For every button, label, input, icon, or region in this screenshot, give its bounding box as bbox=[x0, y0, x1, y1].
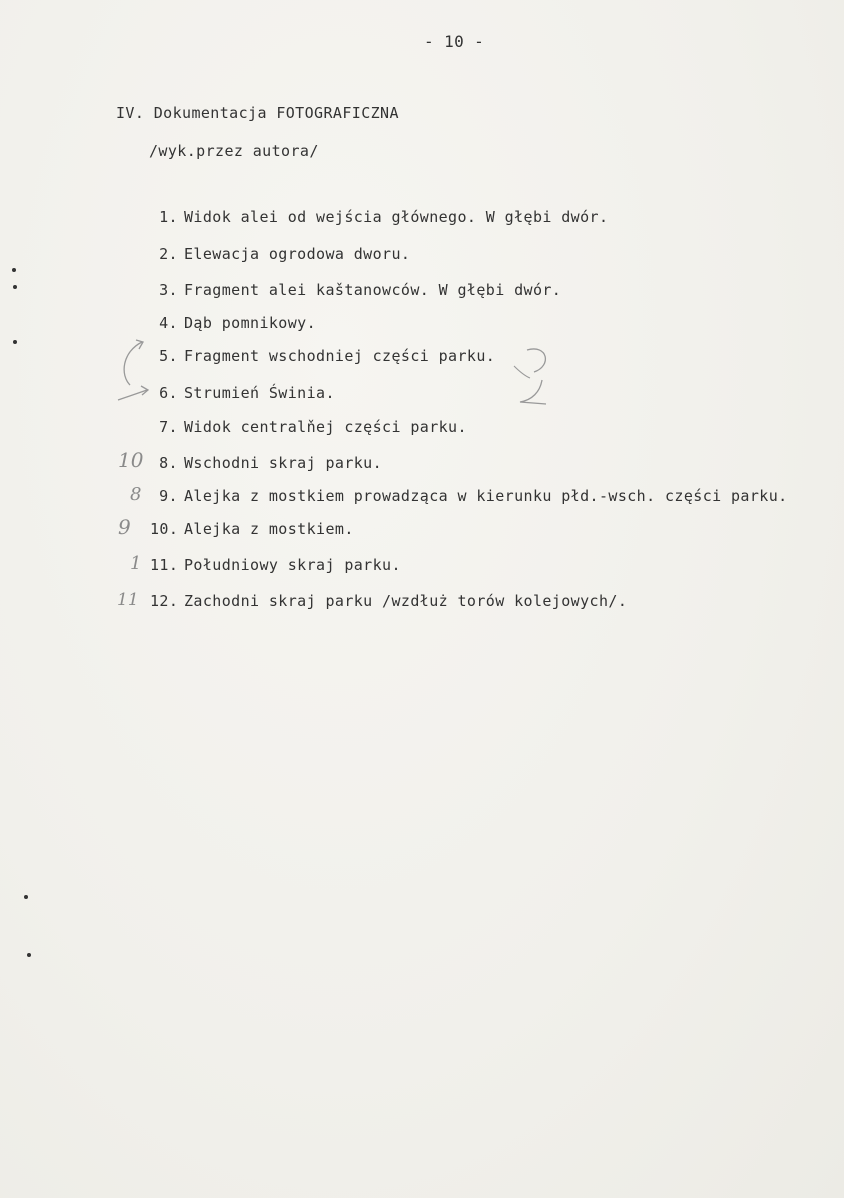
margin-note-item9: 8 bbox=[130, 484, 142, 505]
list-item-text: Elewacja ogrodowa dworu. bbox=[184, 245, 411, 263]
margin-note-item8: 10 bbox=[118, 448, 144, 472]
list-item-number: 3. bbox=[159, 281, 178, 299]
list-item-text: Zachodni skraj parku /wzdłuż torów kolejowych/. bbox=[184, 592, 628, 610]
section-subheading: /wyk.przez autora/ bbox=[149, 142, 319, 160]
list-item-text: Widok centralňej części parku. bbox=[184, 418, 467, 436]
page-speck bbox=[12, 268, 16, 272]
page-speck bbox=[13, 340, 17, 344]
list-item-number: 5. bbox=[159, 347, 178, 365]
list-item-text: Wschodni skraj parku. bbox=[184, 454, 383, 472]
page-speck bbox=[13, 285, 17, 289]
list-item-text: Fragment alei kaštanowców. W głębi dwór. bbox=[184, 281, 562, 299]
page-speck bbox=[27, 953, 31, 957]
list-item-number: 4. bbox=[159, 314, 178, 332]
list-item-text: Alejka z mostkiem prowadząca w kierunku płd.-wsch. części parku. bbox=[184, 487, 788, 505]
list-item-number: 8. bbox=[159, 454, 178, 472]
list-item-number: 1. bbox=[159, 208, 178, 226]
margin-note-item10: 9 bbox=[118, 515, 131, 539]
page-speck bbox=[24, 895, 28, 899]
list-item-number: 6. bbox=[159, 384, 178, 402]
list-item-text: Widok alei od wejścia głównego. W głębi dwór. bbox=[184, 208, 609, 226]
margin-note-item11: 1 bbox=[130, 553, 142, 574]
list-item-number: 2. bbox=[159, 245, 178, 263]
list-item-number: 9. bbox=[159, 487, 178, 505]
list-item-number: 11. bbox=[150, 556, 179, 574]
margin-note-item12: 11 bbox=[117, 590, 139, 610]
list-item-text: Dąb pomnikowy. bbox=[184, 314, 317, 332]
list-item-text: Fragment wschodniej części parku. bbox=[184, 347, 496, 365]
section-heading: IV. Dokumentacja FOTOGRAFICZNA bbox=[116, 104, 399, 122]
page-number: - 10 - bbox=[424, 32, 485, 51]
list-item-text: Alejka z mostkiem. bbox=[184, 520, 354, 538]
list-item-number: 7. bbox=[159, 418, 178, 436]
list-item-number: 10. bbox=[150, 520, 179, 538]
list-item-number: 12. bbox=[150, 592, 179, 610]
list-item-text: Południowy skraj parku. bbox=[184, 556, 401, 574]
list-item-text: Strumień Świnia. bbox=[184, 384, 335, 402]
